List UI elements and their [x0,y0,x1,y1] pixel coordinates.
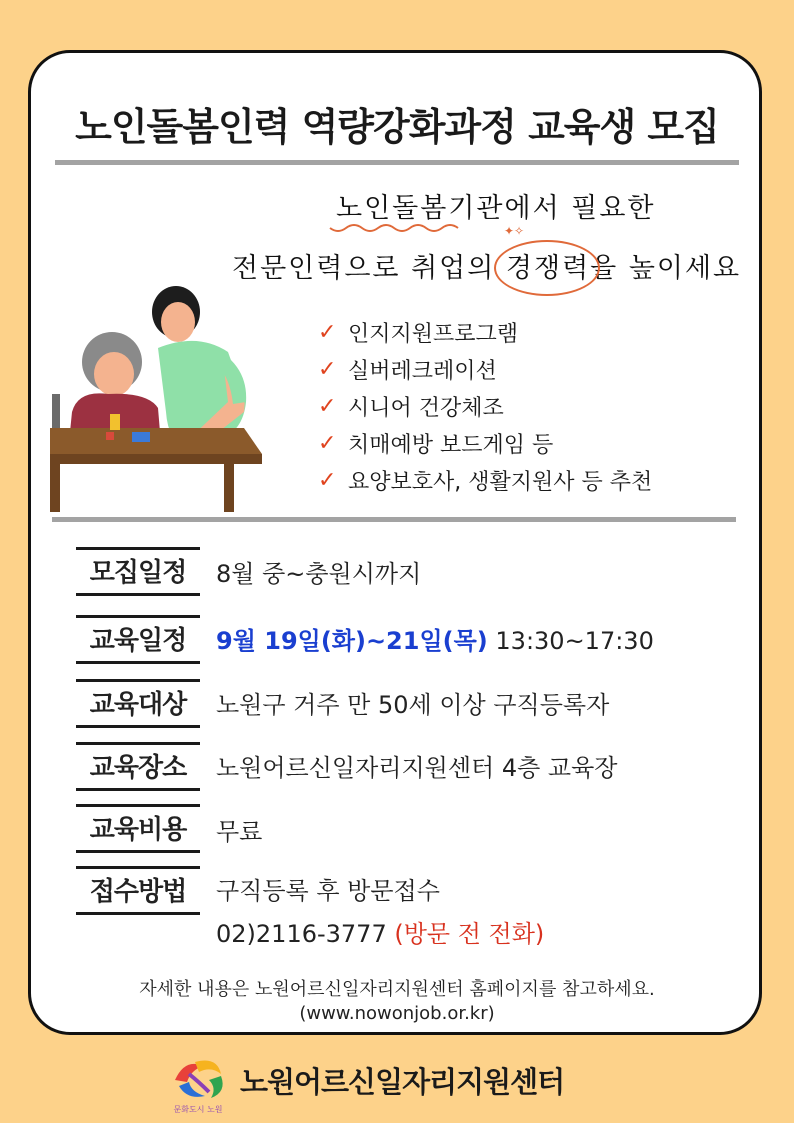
list-item: ✓ 요양보호사, 생활지원사 등 추천 [318,468,653,495]
check-icon: ✓ [318,394,337,419]
program-list [318,314,652,499]
nowon-logo [165,1052,231,1114]
apply-phone-line [216,914,544,949]
list-item: ✓ 치매예방 보드게임 등 [318,431,554,458]
highlight-circle [494,240,600,296]
recruit-value: 8월 중~충원시까지 [216,560,422,588]
sparkle-icon: ✦✧ [504,224,525,238]
cost-value: 무료 [216,818,263,846]
list-item: ✓ 인지지원프로그램 [318,320,519,347]
apply-label: 접수방법 [76,866,200,915]
schedule-date: 9월 19일(화)~21일(목) [216,627,488,655]
place-label: 교육장소 [76,742,200,791]
schedule-value [216,621,654,656]
caregiver-illustration [48,282,266,514]
check-icon: ✓ [318,320,337,345]
tagline-underline [328,222,468,236]
schedule-label: 교육일정 [76,615,200,664]
check-icon: ✓ [318,431,337,456]
phone-number: 02)2116-3777 [216,920,387,948]
section-divider [52,517,736,522]
cost-label: 교육비용 [76,804,200,853]
org-name: 노원어르신일자리지원센터 [240,1065,565,1099]
place-value: 노원어르신일자리지원센터 4층 교육장 [216,754,618,782]
target-value: 노원구 거주 만 50세 이상 구직등록자 [216,691,610,719]
page-title: 노인돌봄인력 역량강화과정 교육생 모집 [75,105,719,149]
footer-note: 자세한 내용은 노원어르신일자리지원센터 홈페이지를 참고하세요. [139,979,655,1000]
recruit-label: 모집일정 [76,547,200,596]
tagline-line1: 노인돌봄기관에서 필요한 [336,193,656,224]
list-item: ✓ 실버레크레이션 [318,357,497,384]
list-item: ✓ 시니어 건강체조 [318,394,504,421]
phone-note: (방문 전 전화) [394,920,545,948]
logo-text: 문화도시 노원 [173,1105,223,1114]
target-label: 교육대상 [76,679,200,728]
check-icon: ✓ [318,468,337,493]
tagline-line2: 전문인력으로 취업의 경쟁력을 높이세요 [232,253,742,284]
schedule-time: 13:30~17:30 [495,627,654,655]
check-icon: ✓ [318,357,337,382]
title-divider [55,160,739,165]
footer-url: (www.nowonjob.or.kr) [299,1003,495,1024]
apply-value: 구직등록 후 방문접수 [216,877,440,905]
